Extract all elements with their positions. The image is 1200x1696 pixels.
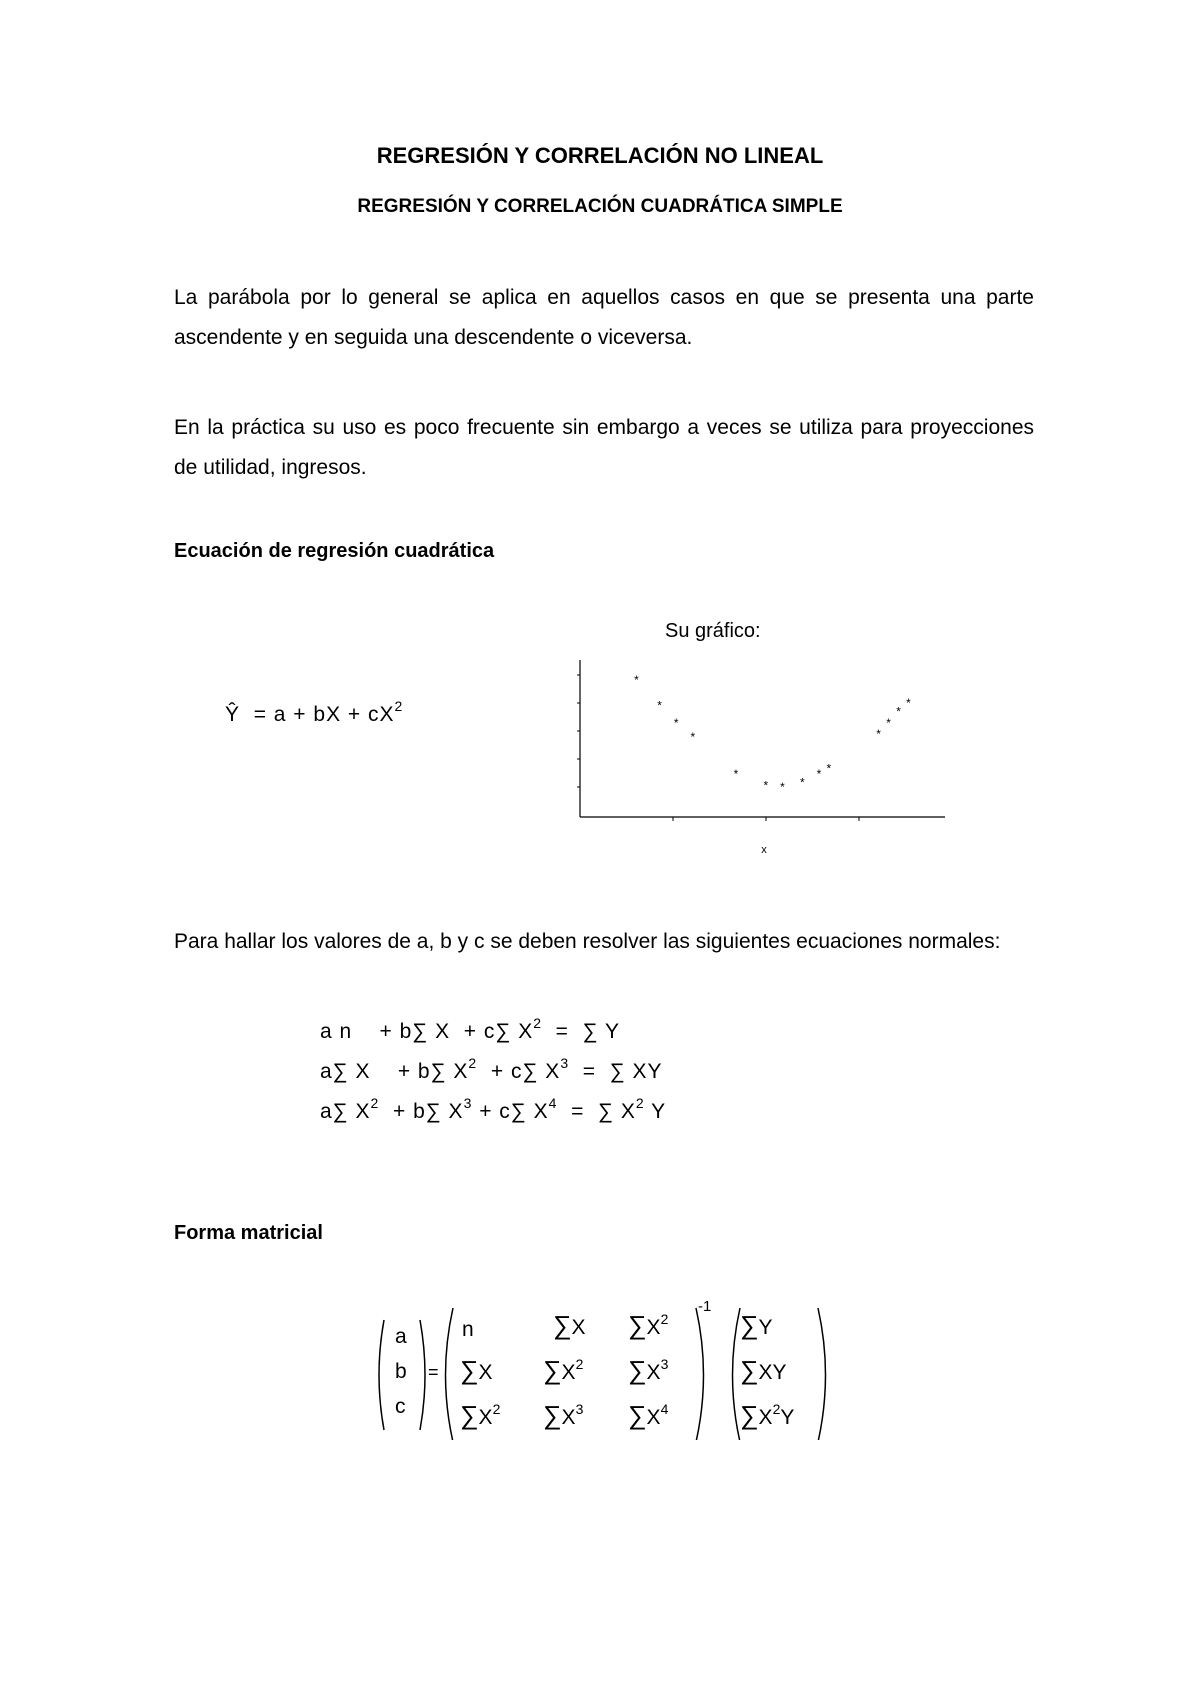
chart-points	[634, 673, 911, 794]
matrix-equals: =	[428, 1362, 439, 1382]
vector-sum-x2y: $\sum X^2Y$	[740, 1400, 795, 1430]
scatter-point: *	[896, 704, 901, 719]
equation-exponent: 2	[394, 698, 404, 714]
paragraph-normal-equations: Para hallar los valores de a, b y c se deben resolver las siguientes ecuaciones normales:	[174, 930, 1001, 953]
matrix-cell-sum-x: ∑X	[553, 1310, 586, 1340]
scatter-point: *	[733, 767, 739, 782]
scatter-point: *	[657, 698, 662, 713]
scatter-point: *	[816, 767, 822, 782]
scatter-point: *	[780, 780, 785, 795]
equation-rhs: = a + bX + cX	[253, 703, 395, 726]
heading-matrix: Forma matricial	[174, 1222, 323, 1244]
normal-equation-2: a∑ X + b∑ $X^2 + c\sum$ $X^3$ = ∑ XY	[320, 1055, 663, 1083]
equation-lhs: Ŷ	[225, 703, 241, 726]
matrix-cell-sum-x3: $\sum X^3$	[628, 1355, 669, 1385]
matrix-cell-sum-x2: $\sum X^2$	[543, 1355, 584, 1385]
scatter-point: *	[763, 778, 769, 793]
scatter-chart	[555, 650, 955, 860]
x-axis-label: x	[761, 844, 767, 856]
matrix-inverse-exponent: -1	[698, 1298, 712, 1315]
vector-sum-xy: ∑XY	[740, 1355, 787, 1385]
matrix-cell-sum-x4: $\sum X^4$	[628, 1400, 669, 1430]
matrix-cell-n: n	[462, 1318, 474, 1341]
normal-equation-3: a∑ $X^2 + b\sum$ $X^3 + c\sum$ $X^4$ = ∑ $X^2$ Y	[320, 1095, 667, 1123]
scatter-point: *	[906, 695, 911, 710]
scatter-point: *	[634, 672, 639, 687]
paragraph-parabola-intro: La parábola por lo general se aplica en aquellos casos en que se presenta una parte ascendente y en seguida una descendente o viceversa.	[174, 286, 1034, 349]
matrix-lhs-c: c	[395, 1395, 406, 1418]
matrix-cell-sum-x2: $\sum X^2$	[628, 1310, 669, 1340]
scatter-point: *	[799, 775, 805, 790]
scatter-point: *	[690, 730, 696, 745]
chart-axes	[577, 660, 945, 821]
matrix-cell-sum-x3: $\sum X^3$	[543, 1400, 584, 1430]
matrix-cell-sum-x: ∑X	[460, 1355, 493, 1385]
vector-sum-y: ∑Y	[740, 1310, 773, 1340]
heading-equation: Ecuación de regresión cuadrática	[174, 540, 495, 562]
normal-equation-1: a n + b∑ X + c∑ $X^2$ = ∑ Y	[320, 1015, 621, 1043]
document-subtitle: REGRESIÓN Y CORRELACIÓN CUADRÁTICA SIMPLE	[357, 196, 843, 217]
matrix-lhs-b: b	[395, 1360, 407, 1383]
chart-caption: Su gráfico:	[665, 620, 761, 642]
document-title: REGRESIÓN Y CORRELACIÓN NO LINEAL	[376, 143, 824, 168]
regression-equation	[225, 698, 404, 727]
scatter-point: *	[876, 727, 881, 742]
matrix-cell-sum-x2: $\sum X^2$	[460, 1400, 501, 1430]
matrix-lhs-a: a	[395, 1325, 407, 1348]
scatter-point: *	[826, 761, 832, 776]
paragraph-practice: En la práctica su uso es poco frecuente sin embargo a veces se utiliza para proyecciones de utilidad, ingresos.	[174, 416, 1034, 479]
scatter-point: *	[673, 715, 679, 730]
scatter-point: *	[886, 715, 891, 730]
